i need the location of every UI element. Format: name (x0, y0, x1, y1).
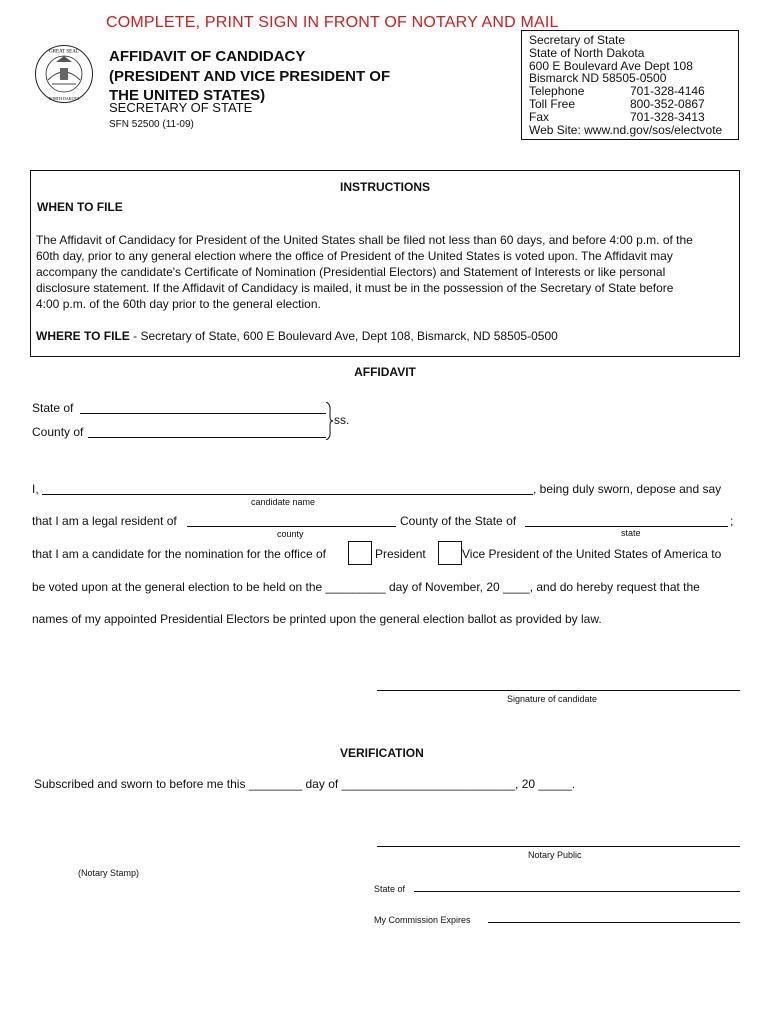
state-of-field[interactable] (80, 413, 326, 414)
when-line: The Affidavit of Candidacy for President of the United States shall be filed not less than 60 days, and before 4:00 p.m. of the (36, 233, 693, 247)
state-field[interactable] (525, 526, 728, 527)
phone-value: 701-328-4146 (630, 84, 705, 99)
resident-text: that I am a legal resident of (32, 514, 177, 528)
form-title (109, 47, 390, 106)
signature-field[interactable] (377, 690, 740, 691)
when-line: 4:00 p.m. of the 60th day prior to the general election. (36, 297, 321, 311)
svg-text:GREAT SEAL: GREAT SEAL (49, 49, 79, 55)
tollfree-label: Toll Free (529, 96, 576, 111)
candidate-name-caption: candidate name (251, 497, 316, 507)
county-of-field[interactable] (88, 437, 326, 438)
election-date-text: be voted upon at the general election to be held on the _________ day of November, 20 ____, and do hereby request that the (32, 580, 700, 594)
tollfree-value: 800-352-0867 (630, 96, 705, 111)
sworn-text: , being duly sworn, depose and say (533, 482, 722, 496)
president-checkbox[interactable] (348, 541, 372, 565)
contact-line: 600 E Boulevard Ave Dept 108 (529, 58, 693, 73)
candidate-name-field[interactable] (42, 494, 533, 495)
notary-state-field[interactable] (414, 891, 740, 892)
contact-website: Web Site: www.nd.gov/sos/electvote (529, 122, 723, 137)
when-line: disclosure statement. If the Affidavit of Candidacy is mailed, it must be in the possession of the Secretary of State before (36, 281, 674, 295)
contact-line: Bismarck ND 58505-0500 (529, 71, 667, 86)
form-number: SFN 52500 (11-09) (109, 119, 194, 130)
where-label: WHERE TO FILE (36, 329, 130, 343)
contact-box (521, 30, 739, 140)
commission-expires-field[interactable] (488, 922, 740, 923)
vice-president-label: Vice President of the United States of America to (462, 547, 722, 561)
notary-signature-field[interactable] (377, 846, 740, 847)
notary-state-label: State of (374, 884, 406, 894)
contact-fax (529, 111, 738, 124)
office-name: SECRETARY OF STATE (109, 100, 253, 115)
svg-text:NORTH DAKOTA: NORTH DAKOTA (48, 96, 80, 101)
contact-line: Secretary of State (529, 33, 626, 47)
verification-heading: VERIFICATION (340, 746, 424, 760)
instructions-box (30, 170, 740, 357)
county-field[interactable] (187, 526, 396, 527)
semicolon: ; (730, 514, 734, 528)
notary-stamp-label: (Notary Stamp) (78, 868, 140, 878)
instructions-heading: INSTRUCTIONS (340, 180, 430, 194)
phone-label: Telephone (529, 84, 585, 99)
county-state-text: County of the State of (400, 514, 517, 528)
fax-value: 701-328-3413 (630, 109, 705, 124)
when-to-file-heading: WHEN TO FILE (37, 200, 123, 214)
title-line-1: AFFIDAVIT OF CANDIDACY (109, 48, 306, 65)
banner-instruction: COMPLETE, PRINT SIGN IN FRONT OF NOTARY AND MAIL (106, 14, 559, 31)
when-line: 60th day, prior to any general election where the office of President of the United States is voted upon. The Affidavit may (36, 249, 673, 263)
county-of-label: County of (32, 425, 84, 439)
fax-label: Fax (529, 109, 550, 124)
ss-label: ss. (334, 413, 350, 427)
bracket-icon (324, 402, 334, 440)
title-line-2: (PRESIDENT AND VICE PRESIDENT OF (109, 67, 391, 85)
where-text: - Secretary of State, 600 E Boulevard Ave, Dept 108, Bismarck, ND 58505-0500 (129, 329, 558, 343)
title-line-3: THE UNITED STATES) (109, 87, 266, 104)
state-caption: state (621, 528, 641, 538)
contact-line: State of North Dakota (529, 45, 645, 60)
signature-caption: Signature of candidate (507, 694, 598, 704)
affidavit-heading: AFFIDAVIT (354, 365, 416, 379)
electors-text: names of my appointed Presidential Electors be printed upon the general election ballot as provided by law. (32, 612, 602, 626)
president-label: President (375, 547, 426, 561)
when-to-file-text (36, 232, 693, 312)
state-of-label: State of (32, 401, 74, 415)
state-seal-logo (34, 44, 94, 104)
candidate-office-text: that I am a candidate for the nomination for the office of (32, 547, 326, 561)
when-line: accompany the candidate's Certificate of Nomination (Presidential Electors) and Statement of Interests or like personal (36, 265, 666, 279)
i-label: I, (32, 482, 39, 496)
commission-expires-label: My Commission Expires (374, 915, 471, 925)
vice-president-checkbox[interactable] (438, 541, 462, 565)
sworn-before-text: Subscribed and sworn to before me this ________ day of __________________________, 20 _____. (34, 777, 576, 791)
county-caption: county (277, 529, 304, 539)
where-to-file (36, 329, 558, 343)
notary-public-caption: Notary Public (528, 850, 582, 860)
